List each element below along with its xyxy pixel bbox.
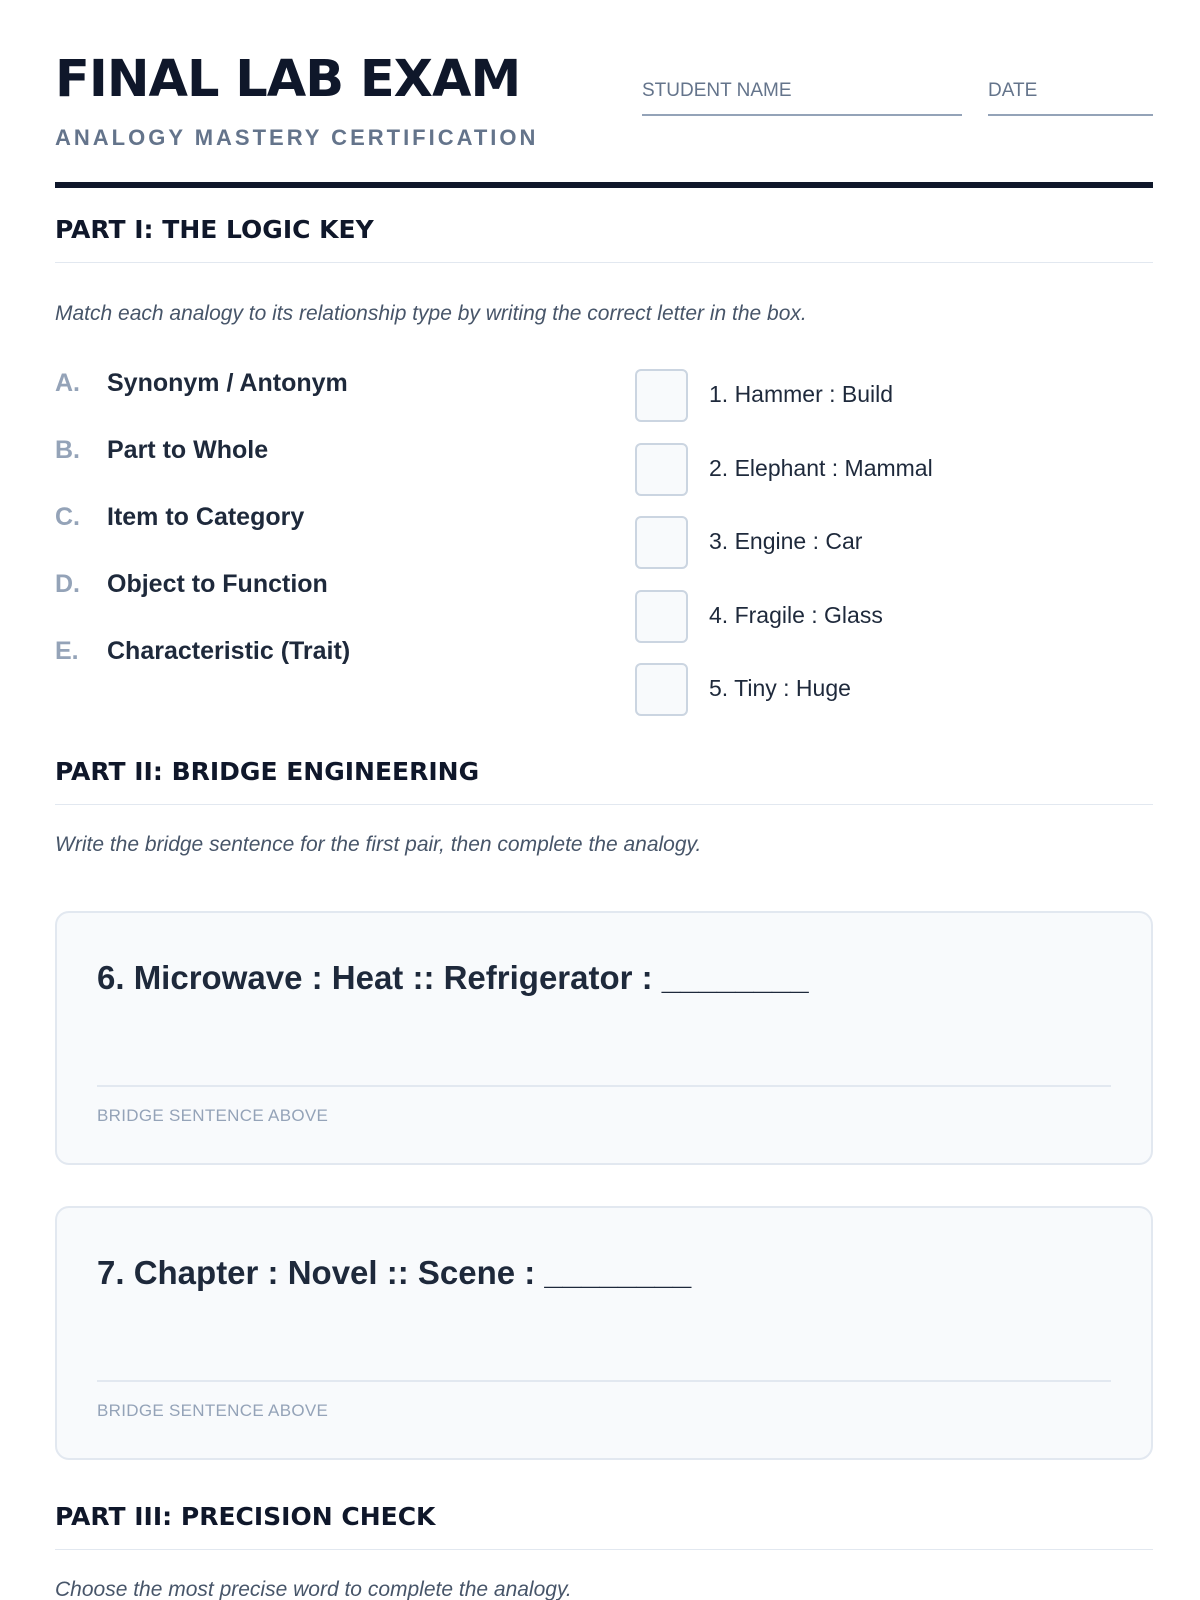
date-field[interactable] [988,80,1153,116]
part-1-title: PART I: THE LOGIC KEY [55,215,1153,263]
match-label: 1. Hammer : Build [709,381,894,407]
answer-box[interactable] [635,663,688,716]
key-letter: E. [55,637,79,665]
bridge-sentence-line[interactable] [97,1085,1111,1087]
key-item-e [55,637,595,704]
answer-box[interactable] [635,443,688,496]
bridge-sentence-hint: BRIDGE SENTENCE ABOVE [97,1401,329,1420]
part-3-instructions: Choose the most precise word to complete the analogy. [55,1578,572,1600]
answer-box[interactable] [635,590,688,643]
date-label: DATE [988,80,1038,101]
part-3-title: PART III: PRECISION CHECK [55,1502,1153,1550]
match-item [635,516,1153,590]
key-item-a [55,369,595,436]
match-item [635,369,1153,443]
key-label: Part to Whole [107,436,269,464]
key-label: Synonym / Antonym [107,369,348,397]
relationship-key-list [55,369,595,704]
match-label: 4. Fragile : Glass [709,601,883,628]
exam-title: FINAL LAB EXAM [55,50,521,109]
part-1-instructions: Match each analogy to its relationship type by writing the correct letter in the box. [55,302,807,325]
match-label: 2. Elephant : Mammal [709,454,933,481]
bridge-sentence-line[interactable] [97,1380,1111,1382]
key-label: Characteristic (Trait) [107,637,351,665]
key-letter: D. [55,570,80,598]
key-item-d [55,570,595,637]
question-card [55,1206,1153,1460]
part-3-section [55,1502,1153,1600]
part-2-title: PART II: BRIDGE ENGINEERING [55,757,1153,805]
match-label: 3. Engine : Car [709,528,863,554]
part-1-section [55,215,1153,701]
student-name-label: STUDENT NAME [642,80,792,101]
match-item [635,443,1153,517]
exam-header [55,0,1153,188]
key-letter: A. [55,369,80,397]
match-item [635,663,1153,737]
question-card [55,911,1153,1165]
key-item-c [55,503,595,570]
key-label: Object to Function [107,570,328,598]
match-item [635,590,1153,664]
key-letter: C. [55,503,80,531]
question-text: 6. Microwave : Heat :: Refrigerator : ________ [97,959,809,996]
match-label: 5. Tiny : Huge [709,675,851,701]
match-item-list [635,369,1153,737]
key-item-b [55,436,595,503]
exam-subtitle: ANALOGY MASTERY CERTIFICATION [55,125,539,150]
student-name-field[interactable] [642,80,962,116]
part-2-instructions: Write the bridge sentence for the first pair, then complete the analogy. [55,833,702,856]
answer-box[interactable] [635,516,688,569]
key-letter: B. [55,436,80,464]
part-2-section [55,757,1153,1420]
answer-box[interactable] [635,369,688,422]
bridge-sentence-hint: BRIDGE SENTENCE ABOVE [97,1106,329,1125]
key-label: Item to Category [107,503,305,531]
question-text: 7. Chapter : Novel :: Scene : ________ [97,1254,692,1291]
